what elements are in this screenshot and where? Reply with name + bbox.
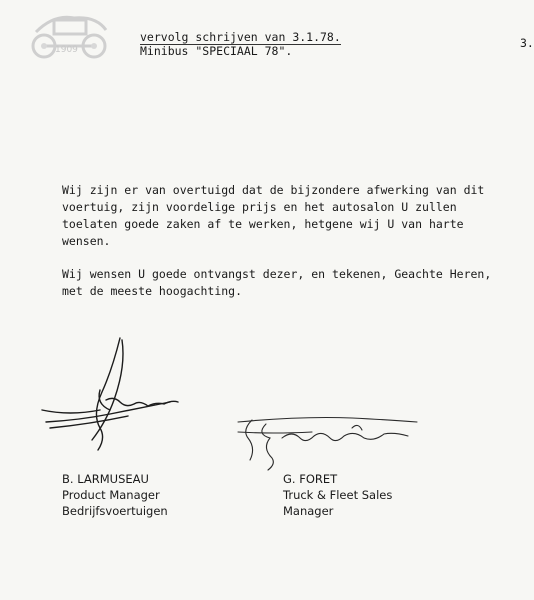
signatory-department: Manager [283, 504, 334, 518]
signatory-name: B. LARMUSEAU [62, 472, 149, 486]
page-number: 3. [520, 36, 534, 50]
reference-line: vervolg schrijven van 3.1.78. [140, 30, 341, 44]
signature-foret [232, 408, 422, 478]
signatory-title: Product Manager [62, 488, 160, 502]
paragraph-2: Wij wensen U goede ontvangst dezer, en tekenen, Geachte Heren, met de meeste hoogachting. [62, 267, 492, 298]
signatory-name: G. FORET [283, 472, 338, 486]
subject-line: Minibus "SPECIAAL 78". [140, 44, 293, 58]
letter-reference [140, 30, 341, 58]
paragraph-1: Wij zijn er van overtuigd dat de bijzondere afwerking van dit voertuig, zijn voordelige prijs en het autosalon U zullen toelaten goede zaken af te werken, hetgene wij U van harte wensen. [62, 183, 485, 248]
signature-larmuseau [40, 330, 200, 455]
signatory-department: Bedrijfsvoertuigen [62, 504, 168, 518]
letter-body [62, 182, 512, 316]
signatory-title: Truck & Fleet Sales [283, 488, 393, 502]
signatory-larmuseau [62, 471, 168, 519]
logo-year: 1909 [55, 45, 78, 55]
signatory-foret [283, 471, 392, 519]
